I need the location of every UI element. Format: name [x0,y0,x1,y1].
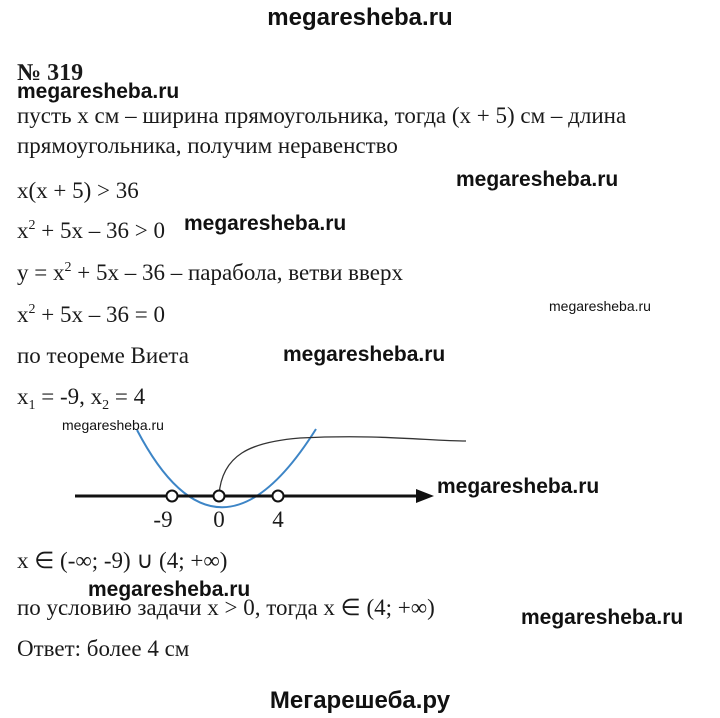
solution-line: x ∈ (-∞; -9) ∪ (4; +∞) [17,548,228,573]
problem-number: № 319 [17,60,84,86]
parabola-line: $y = x^2 + 5x - 36$ – парабола, ветви вверх [17,260,403,285]
inequality-2: $x^2 + 5x - 36 > 0$ [17,218,165,243]
tick-label-0: 0 [213,507,225,532]
watermark: megaresheba.ru [88,578,251,601]
condition-arc [219,437,466,495]
watermark-small: megaresheba.ru [62,417,164,433]
watermark: megaresheba.ru [184,212,347,235]
site-footer: Мегарешеба.ру [269,687,451,714]
condition-line: по условию задачи x > 0, тогда x ∈ (4; +∞) [17,595,435,620]
point-0 [214,491,225,502]
roots-line: $x_1 = -9$, $x_2 = 4$ [17,384,146,413]
site-header: megaresheba.ru [267,4,453,31]
watermark-small: megaresheba.ru [549,298,651,314]
text-line-1: пусть x см – ширина прямоугольника, тогда (x + 5) см – длина [17,103,627,128]
tick-label-minus-9: -9 [153,507,173,532]
answer-line: Ответ: более 4 см [17,636,190,661]
watermark: megaresheba.ru [437,475,600,498]
point-minus-9 [167,491,178,502]
watermark: megaresheba.ru [456,168,619,191]
equation: $x^2 + 5x - 36 = 0$ [17,302,165,327]
watermark: megaresheba.ru [17,80,180,103]
axis-arrow-icon [416,489,434,503]
tick-label-4: 4 [272,507,284,532]
number-line-graph [0,425,720,535]
watermark: megaresheba.ru [521,606,684,629]
inequality-1: x(x + 5) > 36 [17,178,139,203]
point-4 [273,491,284,502]
text-line-2: прямоугольника, получим неравенство [17,133,398,158]
watermark: megaresheba.ru [283,343,446,366]
vieta-line: по теореме Виета [17,343,189,368]
